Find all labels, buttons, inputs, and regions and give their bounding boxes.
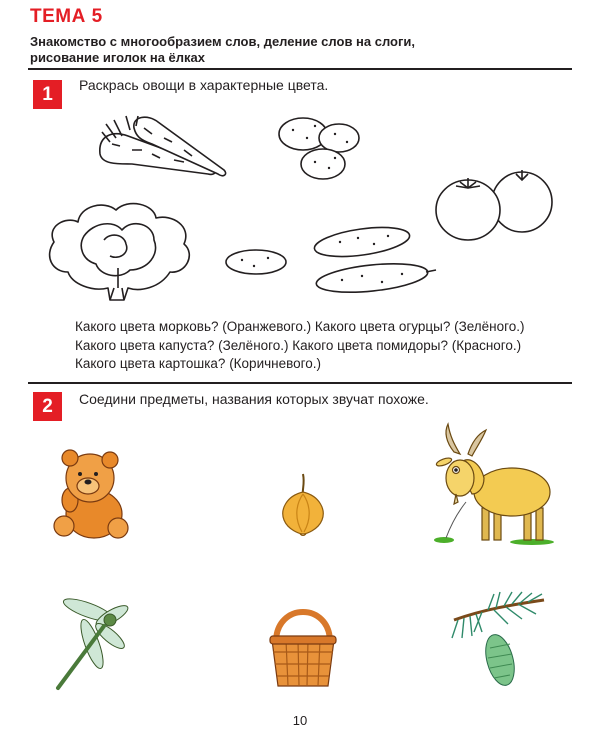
pine-cone-branch-picture[interactable] — [448, 590, 548, 692]
topic-subtitle-line-1: Знакомство с многообразием слов, деление слов на слоги, — [30, 34, 416, 49]
page-number: 10 — [292, 713, 308, 728]
task-1-number: 1 — [33, 80, 62, 109]
carrots-drawing[interactable] — [92, 114, 237, 194]
task-2-number: 2 — [33, 392, 62, 421]
task-1-instruction: Раскрась овощи в характерные цвета. — [79, 77, 329, 93]
question-line: Какого цвета морковь? (Оранжевого.) Какого цвета огурцы? (Зелёного.) — [75, 319, 525, 334]
cabbage-drawing[interactable] — [44, 196, 199, 308]
tomatoes-drawing[interactable] — [430, 164, 558, 244]
question-line: Какого цвета капуста? (Зелёного.) Какого цвета помидоры? (Красного.) — [75, 337, 522, 353]
section-divider — [28, 382, 572, 384]
cucumbers-drawing[interactable] — [222, 222, 440, 308]
task-1-questions — [75, 318, 575, 374]
basket-picture[interactable] — [268, 596, 338, 692]
goat-picture[interactable] — [432, 422, 558, 546]
task-2-instruction: Соедини предметы, названия которых звучат похоже. — [79, 391, 429, 407]
potatoes-drawing[interactable] — [275, 112, 365, 184]
topic-subtitle — [30, 34, 570, 66]
header-divider — [28, 68, 572, 70]
topic-subtitle-line-2: рисование иголок на ёлках — [30, 50, 205, 65]
dragonfly-picture[interactable] — [52, 596, 134, 692]
teddy-bear-picture[interactable] — [50, 448, 130, 540]
onion-picture[interactable] — [278, 472, 328, 536]
question-line: Какого цвета картошка? (Коричневого.) — [75, 356, 322, 371]
topic-title: ТЕМА 5 — [30, 6, 103, 27]
